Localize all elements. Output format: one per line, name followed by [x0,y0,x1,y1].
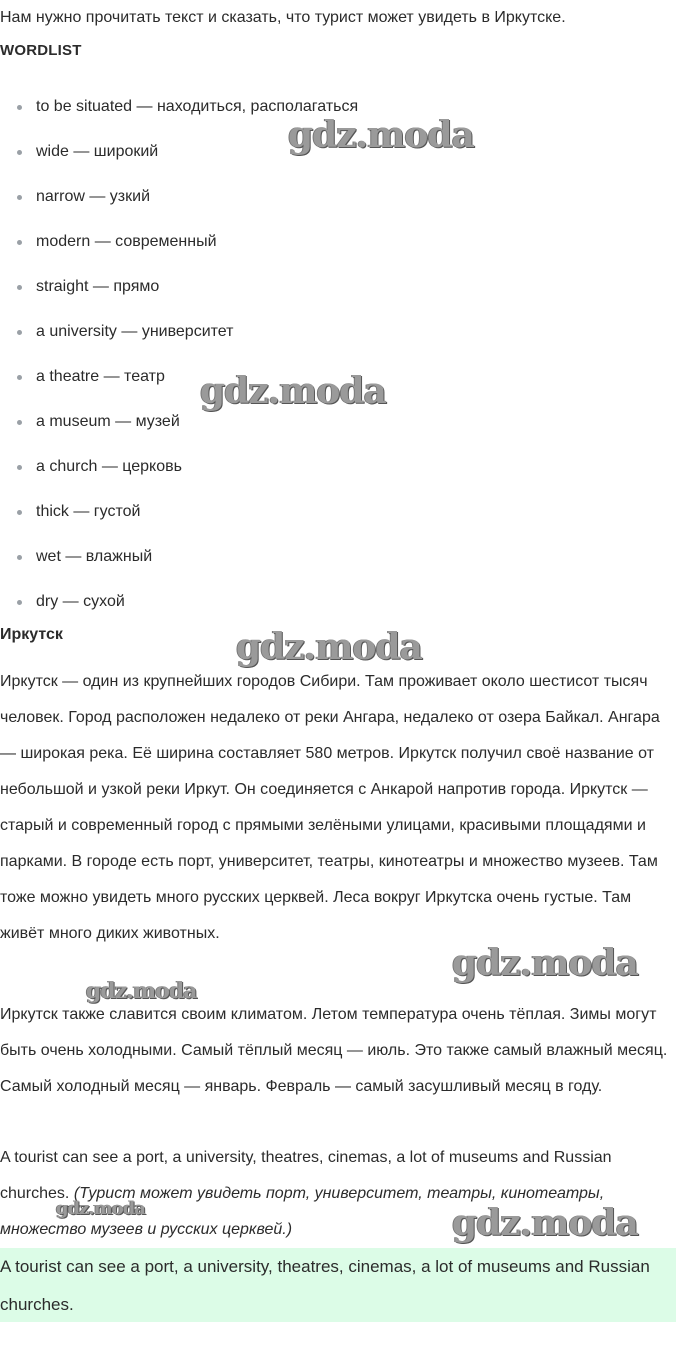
list-item [0,227,358,272]
list-item [0,542,358,587]
list-item-text: narrow — узкий [36,188,151,205]
watermark-logo: gdz.moda [452,1202,638,1244]
paragraph-3-english: A tourist can see a port, a university, theatres, cinemas, a lot of museums and Russian churches. [0,1149,612,1202]
list-item-text: wet — влажный [36,548,153,565]
bullet-icon [17,105,22,110]
list-item-text: modern — современный [36,233,217,250]
list-item [0,317,358,362]
bullet-icon [17,600,22,605]
list-item-text: to be situated — находиться, располагаться [36,98,359,115]
list-item [0,407,358,452]
list-item-text: straight — прямо [36,278,160,295]
watermark-logo: gdz.moda [86,978,197,1004]
list-item [0,497,358,542]
wordlist [0,92,358,632]
answer-box [0,1248,676,1322]
bullet-icon [17,330,22,335]
list-item [0,92,358,137]
list-item [0,182,358,227]
list-item-text: a university — университет [36,323,234,340]
bullet-icon [17,240,22,245]
paragraph-3 [0,1140,676,1248]
bullet-icon [17,195,22,200]
watermark-logo: gdz.moda [236,626,422,668]
bullet-icon [17,465,22,470]
intro-text: Нам нужно прочитать текст и сказать, что турист может увидеть в Иркутске. [0,9,566,26]
watermark-logo: gdz.moda [200,370,386,412]
bullet-icon [17,150,22,155]
bullet-icon [17,375,22,380]
watermark-logo: gdz.moda [452,942,638,984]
list-item-text: dry — сухой [36,593,125,610]
watermark-logo: gdz.moda [288,114,474,156]
list-item-text: a theatre — театр [36,368,165,385]
list-item-text: a museum — музей [36,413,180,430]
watermark-logo: gdz.moda [56,1198,145,1219]
bullet-icon [17,510,22,515]
list-item [0,362,358,407]
text-title: Иркутск [0,626,63,643]
list-item-text: wide — широкий [36,143,159,160]
bullet-icon [17,420,22,425]
bullet-icon [17,555,22,560]
answer-text: A tourist can see a port, a university, theatres, cinemas, a lot of museums and Russian churches. [0,1257,650,1314]
paragraph-2: Иркутск также славится своим климатом. Летом температура очень тёплая. Зимы могут быть очень холодными. Самый тёплый месяц — июль. Это также самый влажный месяц. Самый холодный месяц — январь. Февраль — самый засушливый месяц в году. [0,1006,668,1095]
bullet-icon [17,285,22,290]
list-item-text: a church — церковь [36,458,182,475]
list-item-text: thick — густой [36,503,141,520]
list-item [0,272,358,317]
paragraph-1: Иркутск — один из крупнейших городов Сибири. Там проживает около шестисот тысяч человек. Город расположен недалеко от реки Ангара, недалеко от озера Байкал. Ангара — широкая река. Её ширина составляет 580 метров. Иркутск получил своё название от небольшой и узкой реки Иркут. Он соединяется с Анкарой напротив города. Иркутск — старый и современный город с прямыми зелёными улицами, красивыми площадями и парками. В городе есть порт, университет, театры, кинотеатры и множество музеев. Там тоже можно увидеть много русских церквей. Леса вокруг Иркутска очень густые. Там живёт много диких животных. [0,673,660,942]
wordlist-title: WORDLIST [0,42,82,59]
paragraph-3-translation: (Турист может увидеть порт, университет, театры, кинотеатры, множество музеев и русских церквей.) [0,1185,605,1238]
list-item [0,452,358,497]
list-item [0,137,358,182]
